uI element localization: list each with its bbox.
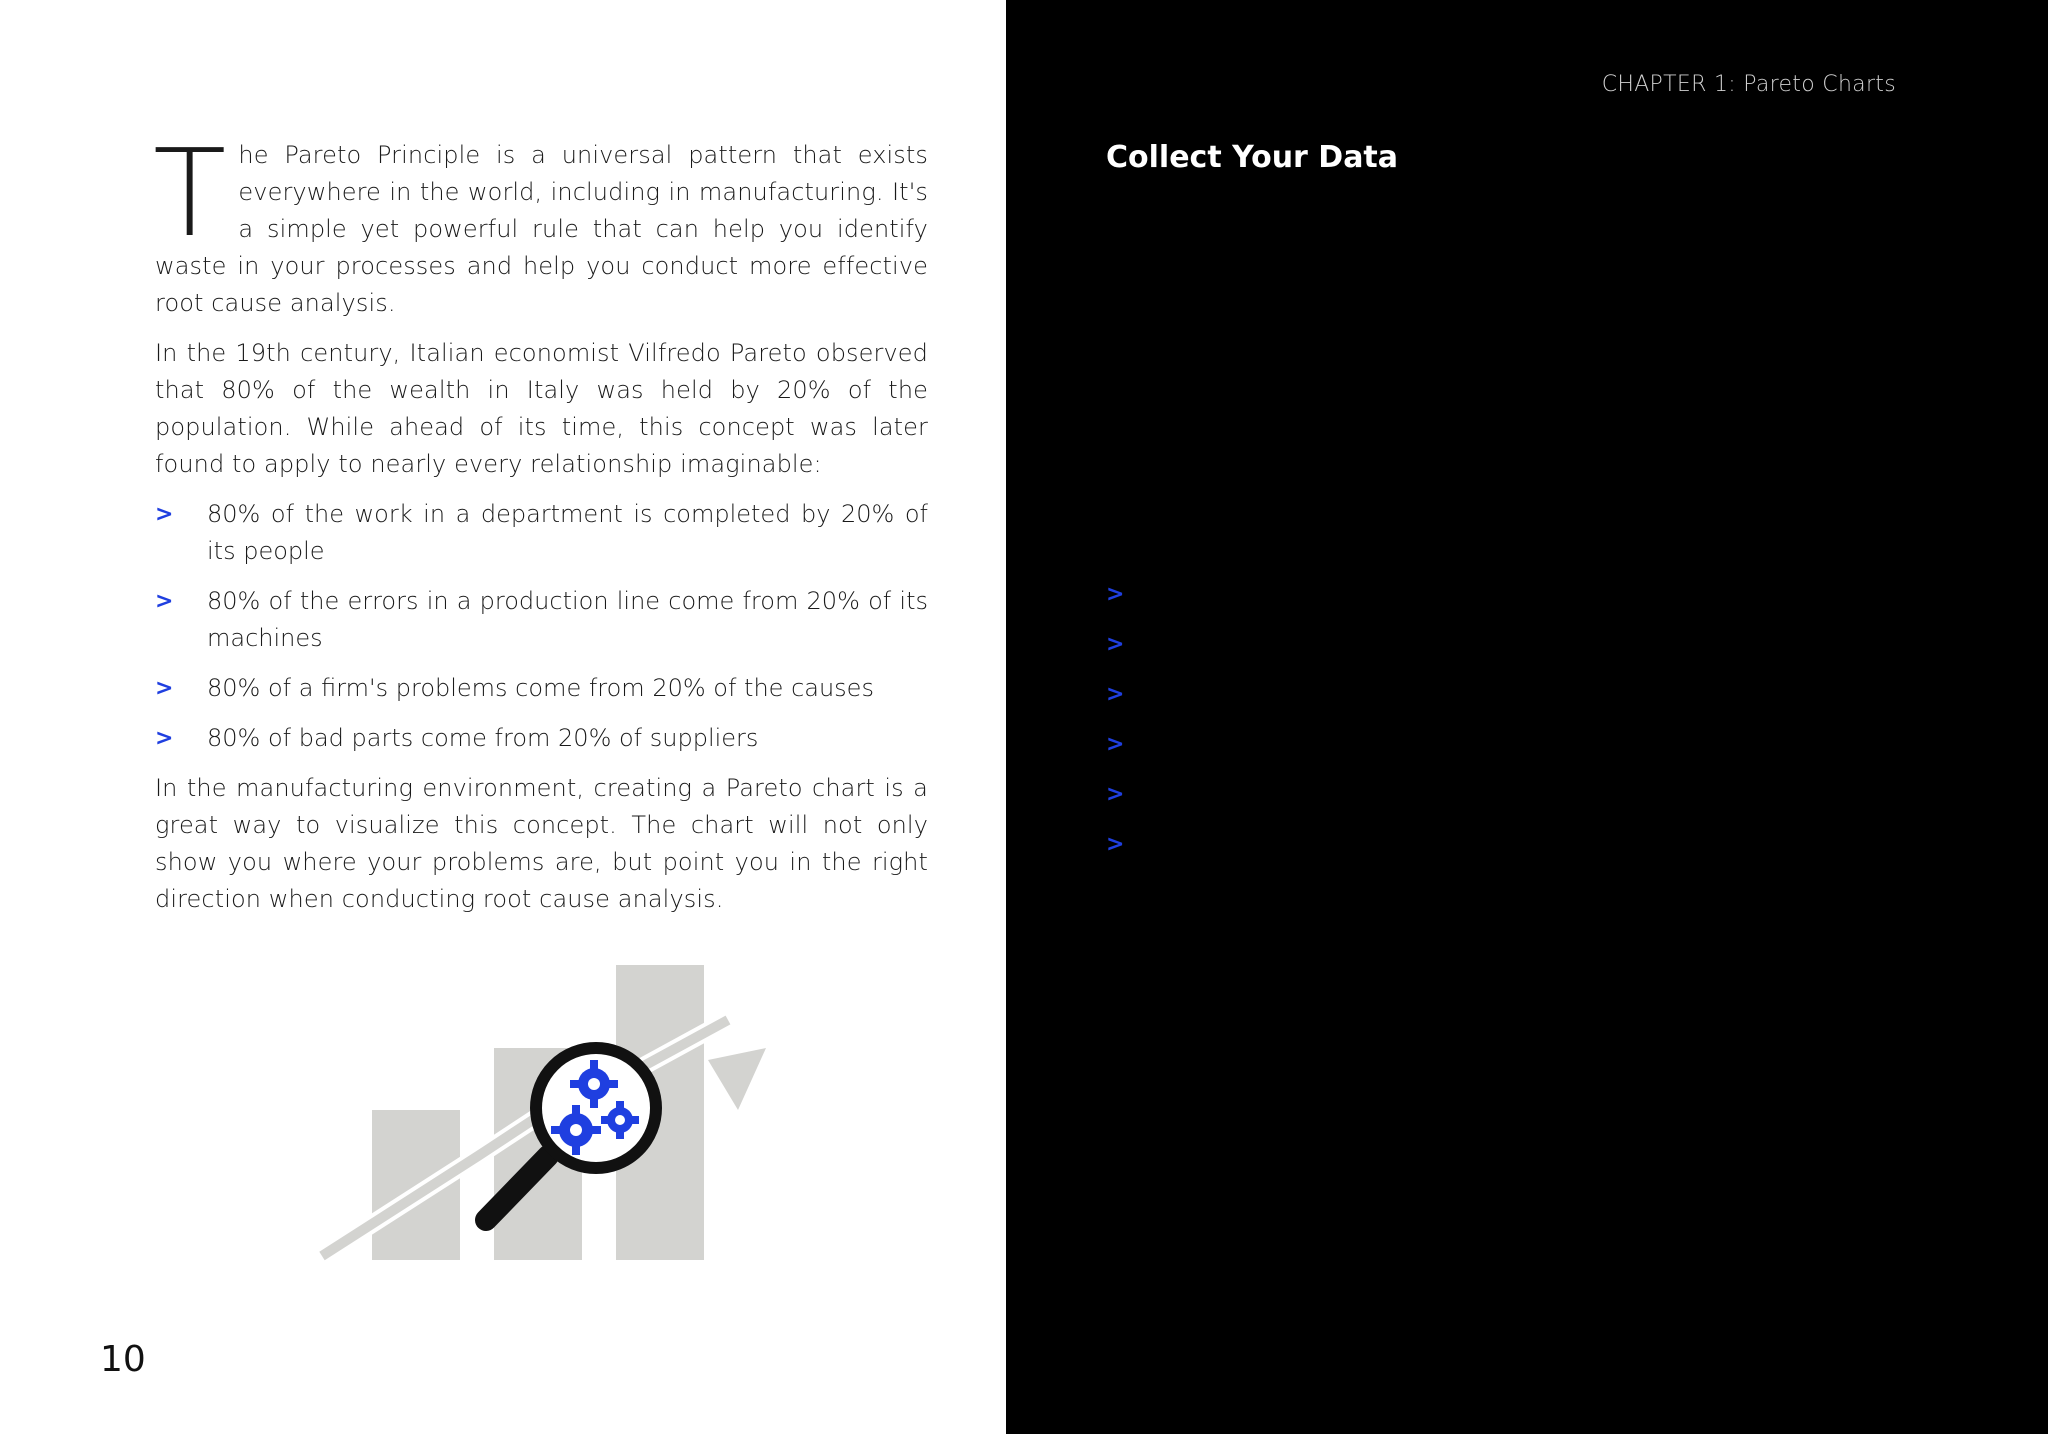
left-column bbox=[153, 125, 928, 931]
left-page bbox=[0, 0, 1006, 1434]
list-item bbox=[1106, 776, 1878, 813]
bullet-marker-icon: > bbox=[1106, 682, 1125, 707]
list-item-text: Missing tools bbox=[1158, 630, 1313, 658]
list-item-text: 80% of the work in a department is completed by 20% of its people bbox=[207, 500, 928, 565]
pareto-examples-list bbox=[155, 496, 928, 757]
list-item bbox=[1106, 826, 1878, 863]
scenario-paragraph: In this scenario, the assembly line stops because of one of the following reasons: bbox=[1106, 493, 1878, 558]
list-item-text: Blocked line bbox=[1158, 730, 1303, 758]
list-item bbox=[1106, 676, 1878, 713]
list-item-text: 80% of bad parts come from 20% of suppliers bbox=[207, 724, 759, 752]
bullet-marker-icon: > bbox=[155, 502, 174, 527]
list-item bbox=[1106, 726, 1878, 763]
intro-paragraph bbox=[153, 125, 928, 322]
bullet-marker-icon: > bbox=[155, 676, 174, 701]
page-number: 10 bbox=[100, 1339, 146, 1380]
list-item bbox=[1106, 626, 1878, 663]
intro-text: he Pareto Principle is a universal pattern that exists everywhere in the world, including in manufacturing. It's a simple yet powerful rule that can help you identify waste in your processes and help you conduct more effective root cause analysis. bbox=[155, 141, 928, 317]
record-occurrence-paragraph: If it's a missing part, record an occurrence for that category. If the line can't move because the area ahead of it isn't moving, record an occurrence in the blocked line category. Once observation is complete, you can put the data into a graph format. bbox=[1106, 1041, 1878, 1217]
section-title: Collect Your Data bbox=[1106, 140, 1399, 175]
bullet-marker-icon: > bbox=[155, 726, 174, 751]
bullet-marker-icon: > bbox=[1106, 832, 1125, 857]
list-item bbox=[155, 496, 928, 570]
data-collection-paragraph: As with many quality processes, it all starts with data collection. First, you have to choose what you're going to count and for how long. For example, let's say you have an assembly line that stops a lot and you want to figure out why. Any number of reasons could be causing the problem, so you'll need to make a list of the common causes and count when they happen. bbox=[1106, 221, 1878, 471]
bullet-marker-icon: > bbox=[1106, 732, 1125, 757]
bullet-marker-icon: > bbox=[1106, 582, 1125, 607]
bar-chart-magnifier-gears-icon bbox=[318, 960, 768, 1270]
list-item-text: Wrong parts bbox=[1158, 680, 1304, 708]
chapter-header: CHAPTER 1: Pareto Charts bbox=[1601, 72, 1896, 97]
list-item-text: Maintenance issues bbox=[1158, 780, 1395, 808]
pareto-history-paragraph: In the 19th century, Italian economist Vilfredo Pareto observed that 80% of the wealth in Italy was held by 20% of the population. While ahead of its time, this concept was later found to apply to nearly every relationship imaginable: bbox=[155, 339, 928, 478]
list-item bbox=[155, 670, 928, 707]
list-item-text: Missing parts bbox=[1158, 580, 1317, 608]
list-item bbox=[155, 583, 928, 657]
reasons-list bbox=[1106, 576, 1878, 863]
bullet-marker-icon: > bbox=[1106, 782, 1125, 807]
list-item-text: 80% of a firm's problems come from 20% of the causes bbox=[207, 674, 874, 702]
list-item bbox=[1106, 576, 1878, 613]
drop-cap: T bbox=[153, 125, 227, 264]
trend-arrow-head bbox=[708, 1048, 766, 1110]
manufacturing-paragraph: In the manufacturing environment, creating a Pareto chart is a great way to visualize this concept. The chart will not only show you where your problems are, but point you in the right direction when conducting root cause analysis. bbox=[155, 774, 928, 913]
bullet-marker-icon: > bbox=[1106, 632, 1125, 657]
list-item-text: 80% of the errors in a production line come from 20% of its machines bbox=[207, 587, 928, 652]
right-column bbox=[1106, 137, 1878, 1235]
list-item bbox=[155, 720, 928, 757]
other-category-paragraph: The "other" category is for issues you haven't thought of yet. The next step is to sit on the line each day for a set period of time—let's say five days straight—and mark down when the line stops moving and why. bbox=[1106, 880, 1878, 1019]
bullet-marker-icon: > bbox=[155, 589, 174, 614]
list-item-text: Other bbox=[1158, 830, 1227, 858]
